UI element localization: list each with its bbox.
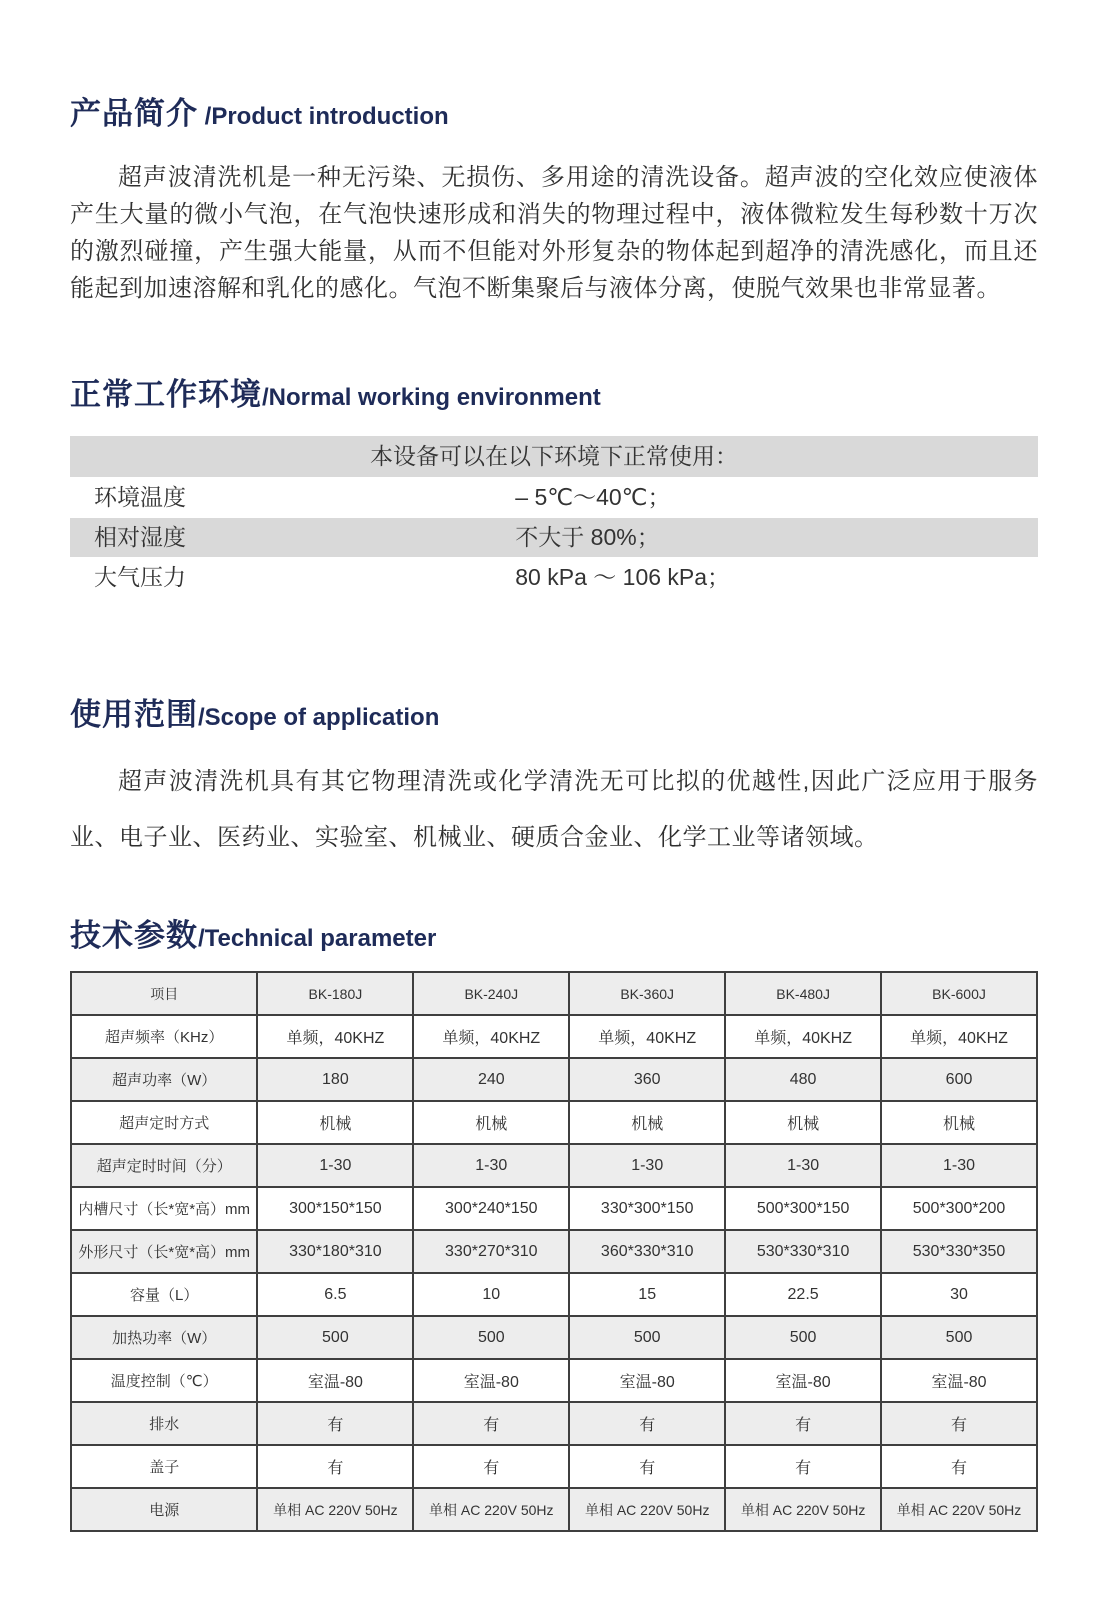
tech-value-cell: 300*240*150 <box>413 1187 569 1230</box>
tech-value-cell: 500 <box>569 1316 725 1359</box>
tech-value-cell: 单相 AC 220V 50Hz <box>881 1488 1037 1531</box>
tech-value-cell: 单频，40KHZ <box>881 1015 1037 1058</box>
tech-value-cell: 10 <box>413 1273 569 1316</box>
tech-header-cell: BK-180J <box>257 972 413 1015</box>
tech-row <box>71 1359 1037 1402</box>
technical-parameter-title <box>70 910 1038 955</box>
tech-value-cell: 室温-80 <box>569 1359 725 1402</box>
tech-value-cell: 500 <box>257 1316 413 1359</box>
tech-label-cell: 温度控制（℃） <box>71 1359 257 1402</box>
tech-row <box>71 1187 1037 1230</box>
tech-value-cell: 600 <box>881 1058 1037 1101</box>
tech-value-cell: 480 <box>725 1058 881 1101</box>
section-title-zh: 技术参数 <box>70 918 198 953</box>
environment-row-label: 环境温度 <box>94 484 186 510</box>
working-environment-title <box>70 369 1038 414</box>
tech-header-cell: BK-600J <box>881 972 1037 1015</box>
scope-paragraph: 超声波清洗机具有其它物理清洗或化学清洗无可比拟的优越性,因此广泛应用于服务业、电子业、医药业、实验室、机械业、硬质合金业、化学工业等诸领域。 <box>70 768 1038 851</box>
tech-label-cell: 超声定时方式 <box>71 1101 257 1144</box>
tech-value-cell: 360*330*310 <box>569 1230 725 1273</box>
section-technical-parameter <box>70 910 1038 1532</box>
environment-row <box>70 558 1038 597</box>
tech-value-cell: 单相 AC 220V 50Hz <box>725 1488 881 1531</box>
environment-row-value: – 5℃～40℃； <box>515 484 671 510</box>
tech-value-cell: 室温-80 <box>413 1359 569 1402</box>
tech-value-cell: 500 <box>413 1316 569 1359</box>
tech-value-cell: 6.5 <box>257 1273 413 1316</box>
tech-value-cell: 300*150*150 <box>257 1187 413 1230</box>
section-product-introduction <box>70 0 1038 307</box>
tech-label-cell: 内槽尺寸（长*宽*高）mm <box>71 1187 257 1230</box>
tech-row <box>71 1316 1037 1359</box>
tech-value-cell: 单频，40KHZ <box>569 1015 725 1058</box>
tech-value-cell: 330*300*150 <box>569 1187 725 1230</box>
tech-row <box>71 1101 1037 1144</box>
environment-row-label: 大气压力 <box>94 564 186 590</box>
tech-value-cell: 单相 AC 220V 50Hz <box>413 1488 569 1531</box>
tech-label-cell: 容量（L） <box>71 1273 257 1316</box>
section-working-environment <box>70 369 1038 597</box>
tech-value-cell: 单频，40KHZ <box>413 1015 569 1058</box>
tech-row <box>71 1273 1037 1316</box>
tech-value-cell: 有 <box>725 1445 881 1488</box>
environment-table-header: 本设备可以在以下环境下正常使用： <box>70 436 1038 477</box>
tech-value-cell: 1-30 <box>257 1144 413 1187</box>
tech-row <box>71 1488 1037 1531</box>
environment-table <box>70 436 1038 597</box>
tech-value-cell: 机械 <box>413 1101 569 1144</box>
tech-value-cell: 机械 <box>257 1101 413 1144</box>
tech-value-cell: 500 <box>725 1316 881 1359</box>
tech-value-cell: 330*180*310 <box>257 1230 413 1273</box>
tech-header-cell: 项目 <box>71 972 257 1015</box>
tech-value-cell: 1-30 <box>725 1144 881 1187</box>
section-title-zh: 产品简介 <box>70 96 198 131</box>
tech-value-cell: 30 <box>881 1273 1037 1316</box>
tech-header-cell: BK-360J <box>569 972 725 1015</box>
section-title-zh: 正常工作环境 <box>70 377 262 412</box>
tech-value-cell: 530*330*310 <box>725 1230 881 1273</box>
tech-label-cell: 外形尺寸（长*宽*高）mm <box>71 1230 257 1273</box>
tech-value-cell: 500*300*150 <box>725 1187 881 1230</box>
tech-body <box>71 1015 1037 1531</box>
tech-value-cell: 有 <box>413 1402 569 1445</box>
tech-label-cell: 超声频率（KHz） <box>71 1015 257 1058</box>
tech-value-cell: 1-30 <box>569 1144 725 1187</box>
tech-value-cell: 机械 <box>881 1101 1037 1144</box>
environment-row-value: 不大于 80%； <box>515 524 660 550</box>
tech-value-cell: 500*300*200 <box>881 1187 1037 1230</box>
tech-row <box>71 1445 1037 1488</box>
product-introduction-paragraph: 超声波清洗机是一种无污染、无损伤、多用途的清洗设备。超声波的空化效应使液体产生大量的微小气泡，在气泡快速形成和消失的物理过程中，液体微粒发生每秒数十万次的激烈碰撞，产生强大能量，从而不但能对外形复杂的物体起到超净的清洗感化，而且还能起到加速溶解和乳化的感化。气泡不断集聚后与液体分离，使脱气效果也非常显著。 <box>70 164 1038 302</box>
tech-label-cell: 加热功率（W） <box>71 1316 257 1359</box>
environment-table-rows <box>70 478 1038 597</box>
tech-label-cell: 超声定时时间（分） <box>71 1144 257 1187</box>
environment-row-label: 相对湿度 <box>94 524 186 550</box>
tech-value-cell: 330*270*310 <box>413 1230 569 1273</box>
tech-value-cell: 单相 AC 220V 50Hz <box>257 1488 413 1531</box>
tech-value-cell: 单相 AC 220V 50Hz <box>569 1488 725 1531</box>
tech-row <box>71 1230 1037 1273</box>
section-title-en: /Product introduction <box>198 103 449 130</box>
section-title-en: /Scope of application <box>198 704 440 731</box>
environment-row <box>70 518 1038 557</box>
tech-value-cell: 有 <box>881 1445 1037 1488</box>
tech-value-cell: 室温-80 <box>257 1359 413 1402</box>
environment-row <box>70 478 1038 517</box>
tech-value-cell: 360 <box>569 1058 725 1101</box>
tech-header-cell: BK-240J <box>413 972 569 1015</box>
tech-value-cell: 室温-80 <box>881 1359 1037 1402</box>
tech-value-cell: 240 <box>413 1058 569 1101</box>
tech-header-row <box>71 972 1037 1015</box>
tech-row <box>71 1144 1037 1187</box>
tech-value-cell: 1-30 <box>881 1144 1037 1187</box>
section-title-en: /Technical parameter <box>198 925 437 952</box>
environment-row-value: 80 kPa ～ 106 kPa； <box>515 564 731 590</box>
tech-value-cell: 有 <box>725 1402 881 1445</box>
tech-row <box>71 1058 1037 1101</box>
tech-value-cell: 机械 <box>569 1101 725 1144</box>
tech-value-cell: 单频，40KHZ <box>257 1015 413 1058</box>
tech-label-cell: 电源 <box>71 1488 257 1531</box>
tech-label-cell: 盖子 <box>71 1445 257 1488</box>
tech-row <box>71 1015 1037 1058</box>
tech-value-cell: 机械 <box>725 1101 881 1144</box>
tech-value-cell: 有 <box>881 1402 1037 1445</box>
tech-value-cell: 22.5 <box>725 1273 881 1316</box>
tech-value-cell: 1-30 <box>413 1144 569 1187</box>
tech-label-cell: 排水 <box>71 1402 257 1445</box>
section-title-en: /Normal working environment <box>262 384 601 411</box>
tech-value-cell: 15 <box>569 1273 725 1316</box>
tech-value-cell: 有 <box>257 1445 413 1488</box>
tech-value-cell: 有 <box>569 1445 725 1488</box>
tech-row <box>71 1402 1037 1445</box>
product-introduction-title <box>70 88 1038 133</box>
tech-value-cell: 500 <box>881 1316 1037 1359</box>
scope-title <box>70 689 1038 734</box>
technical-table <box>70 971 1038 1532</box>
tech-value-cell: 有 <box>569 1402 725 1445</box>
tech-value-cell: 单频，40KHZ <box>725 1015 881 1058</box>
tech-value-cell: 180 <box>257 1058 413 1101</box>
section-title-zh: 使用范围 <box>70 697 198 732</box>
tech-header-cell: BK-480J <box>725 972 881 1015</box>
tech-label-cell: 超声功率（W） <box>71 1058 257 1101</box>
tech-value-cell: 室温-80 <box>725 1359 881 1402</box>
tech-value-cell: 有 <box>257 1402 413 1445</box>
section-scope-of-application <box>70 689 1038 866</box>
tech-value-cell: 530*330*350 <box>881 1230 1037 1273</box>
tech-value-cell: 有 <box>413 1445 569 1488</box>
